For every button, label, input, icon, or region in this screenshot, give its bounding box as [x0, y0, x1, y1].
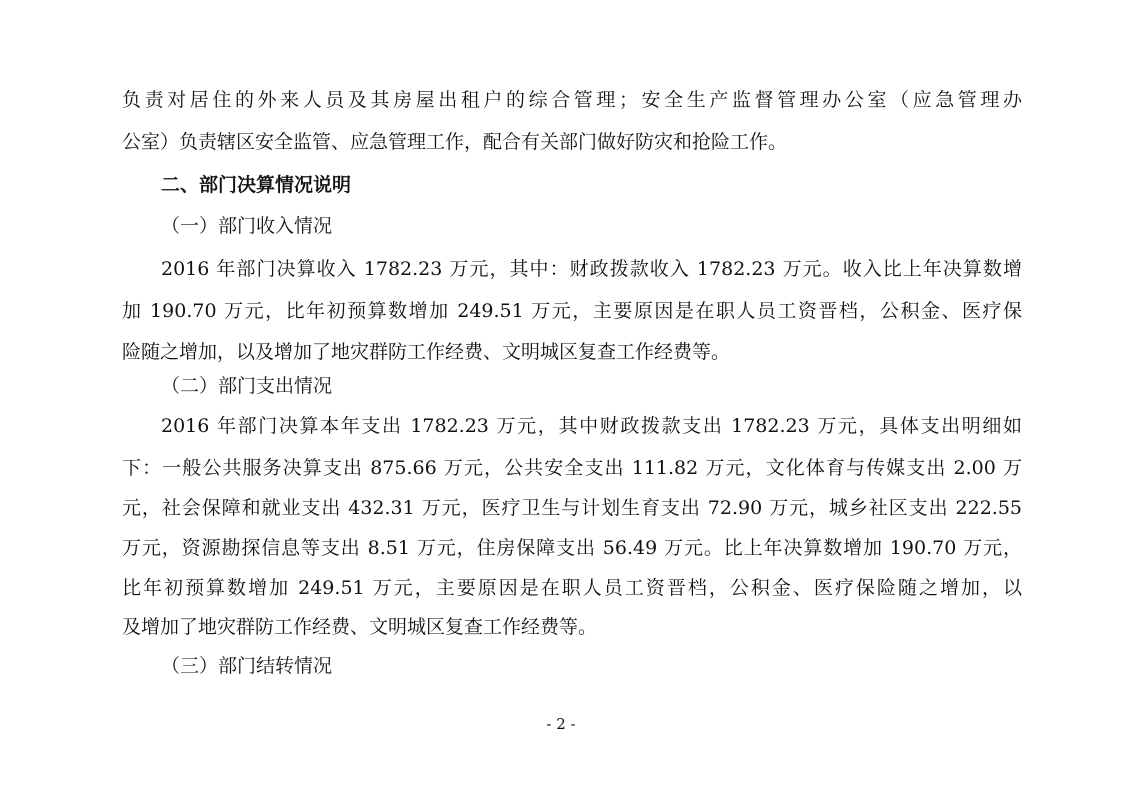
paragraph-line: 及增加了地灾群防工作经费、文明城区复查工作经费等。	[122, 616, 598, 638]
paragraph-line: 险随之增加，以及增加了地灾群防工作经费、文明城区复查工作经费等。	[122, 341, 731, 363]
paragraph-line: 公室）负责辖区安全监管、应急管理工作，配合有关部门做好防灾和抢险工作。	[122, 131, 788, 153]
paragraph-line: 2016 年部门决算本年支出 1782.23 万元，其中财政拨款支出 1782.23 万元，具体支出明细如	[161, 415, 1022, 437]
paragraph-line: 下：一般公共服务决算支出 875.66 万元，公共安全支出 111.82 万元，文化体育与传媒支出 2.00 万	[122, 457, 1022, 479]
section-heading: 二、部门决算情况说明	[161, 174, 352, 196]
paragraph-line: 比年初预算数增加 249.51 万元，主要原因是在职人员工资晋档，公积金、医疗保险随之增加，以	[122, 577, 1022, 599]
paragraph-line: 万元，资源勘探信息等支出 8.51 万元，住房保障支出 56.49 万元。比上年决算数增加 190.70 万元，	[122, 537, 1022, 559]
subsection-heading: （二）部门支出情况	[161, 375, 333, 397]
paragraph-line: 元，社会保障和就业支出 432.31 万元，医疗卫生与计划生育支出 72.90 万元，城乡社区支出 222.55	[122, 497, 1022, 519]
paragraph-line: 负责对居住的外来人员及其房屋出租户的综合管理；安全生产监督管理办公室（应急管理办	[122, 89, 1022, 111]
paragraph-line: 2016 年部门决算收入 1782.23 万元，其中：财政拨款收入 1782.23 万元。收入比上年决算数增	[161, 258, 1022, 280]
paragraph-line: 加 190.70 万元，比年初预算数增加 249.51 万元，主要原因是在职人员工资晋档，公积金、医疗保	[122, 300, 1022, 322]
subsection-heading: （一）部门收入情况	[161, 215, 333, 237]
page-number: - 2 -	[546, 715, 576, 733]
subsection-heading: （三）部门结转情况	[161, 655, 333, 677]
